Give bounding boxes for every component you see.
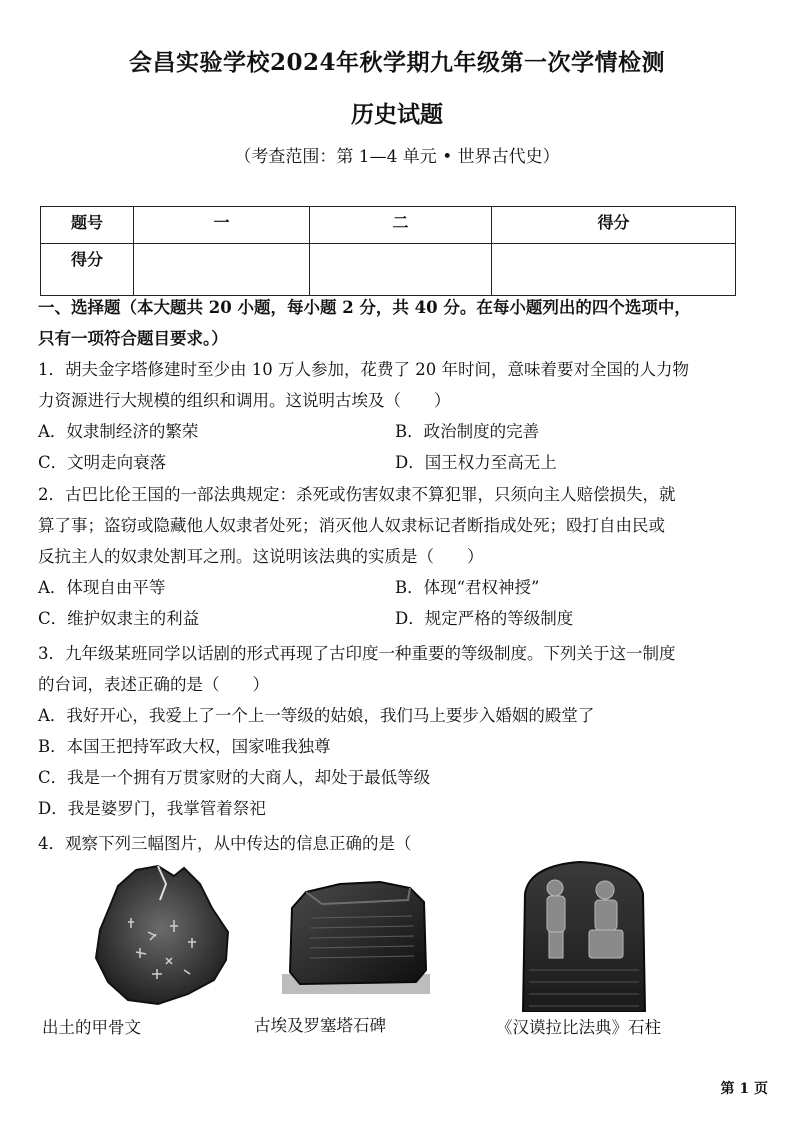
exam-scope: （考查范围：第 1—4 单元 • 世界古代史）: [234, 147, 560, 167]
question-3: [38, 638, 754, 824]
question-4: [38, 828, 754, 859]
question-4-stem: 4．观察下列三幅图片，从中传达的信息正确的是（: [38, 834, 412, 853]
caption-rosetta-stone: 古埃及罗塞塔石碑: [254, 1016, 386, 1035]
rosetta-stone-image: [282, 878, 430, 994]
exam-title: 会昌实验学校2024年秋学期九年级第一次学情检测: [128, 49, 665, 76]
question-2-options-row2: [38, 603, 754, 634]
oracle-bone-image: [88, 862, 238, 1010]
question-2-options-row1: [38, 572, 754, 603]
score-cell-part-one: [134, 244, 310, 296]
question-2-stem-line1: 2．古巴比伦王国的一部法典规定：杀死或伤害奴隶不算犯罪，只须向主人赔偿损失，就: [38, 485, 676, 504]
page-number: 第 1 页: [720, 1081, 768, 1097]
question-1-option-b: B．政治制度的完善: [395, 422, 540, 441]
caption-oracle-bone: 出土的甲骨文: [42, 1018, 141, 1037]
section-one-line1: 一、选择题（本大题共 20 小题，每小题 2 分，共 40 分。在每小题列出的四个选项中，: [38, 298, 691, 317]
question-2-stem-line3: 反抗主人的奴隶处割耳之刑。这说明该法典的实质是（ ）: [38, 547, 484, 566]
exam-subtitle: 历史试题: [351, 101, 443, 128]
question-1-option-d: D．国王权力至高无上: [395, 453, 557, 472]
section-one-line2: 只有一项符合题目要求。）: [38, 329, 228, 348]
score-table-score-row: [41, 244, 736, 296]
question-2-option-c: C．维护奴隶主的利益: [38, 609, 200, 628]
question-1-stem-line2: 力资源进行大规模的组织和调用。这说明古埃及（ ）: [38, 391, 451, 410]
question-2: [38, 479, 754, 634]
question-1-options-row2: [38, 447, 754, 478]
question-1-option-a: A．奴隶制经济的繁荣: [38, 422, 199, 441]
section-one-heading: [38, 292, 754, 354]
question-3-option-b: B．本国王把持军政大权，国家唯我独尊: [38, 737, 331, 756]
question-2-option-a: A．体现自由平等: [38, 578, 166, 597]
hammurabi-stele-image: [519, 860, 649, 1012]
score-header-question-no: 题号: [41, 207, 134, 244]
score-cell-part-two: [310, 244, 492, 296]
question-3-option-d: D．我是婆罗门，我掌管着祭祀: [38, 799, 266, 818]
caption-hammurabi-stele: 《汉谟拉比法典》石柱: [496, 1018, 661, 1037]
question-1-option-c: C．文明走向衰落: [38, 453, 167, 472]
score-cell-total: [492, 244, 736, 296]
score-table-header-row: [41, 207, 736, 244]
score-header-part-two: 二: [310, 207, 492, 244]
score-row-label: 得分: [41, 244, 134, 296]
question-3-option-c: C．我是一个拥有万贯家财的大商人，却处于最低等级: [38, 768, 431, 787]
question-1: [38, 354, 754, 478]
question-1-stem-line1: 1．胡夫金字塔修建时至少由 10 万人参加，花费了 20 年时间，意味着要对全国的人力物: [38, 360, 689, 379]
question-3-stem-line2: 的台词，表述正确的是（ ）: [38, 675, 269, 694]
question-3-stem-line1: 3．九年级某班同学以话剧的形式再现了古印度一种重要的等级制度。下列关于这一制度: [38, 644, 676, 663]
question-1-options-row1: [38, 416, 754, 447]
score-header-part-one: 一: [134, 207, 310, 244]
question-2-option-b: B．体现“君权神授”: [395, 578, 540, 597]
question-2-stem-line2: 算了事；盗窃或隐藏他人奴隶者处死；消灭他人奴隶标记者断指成处死；殴打自由民或: [38, 516, 665, 535]
score-table: [40, 206, 736, 296]
question-2-option-d: D．规定严格的等级制度: [395, 609, 574, 628]
question-3-option-a: A．我好开心，我爱上了一个上一等级的姑娘，我们马上要步入婚姻的殿堂了: [38, 706, 595, 725]
score-header-total: 得分: [492, 207, 736, 244]
